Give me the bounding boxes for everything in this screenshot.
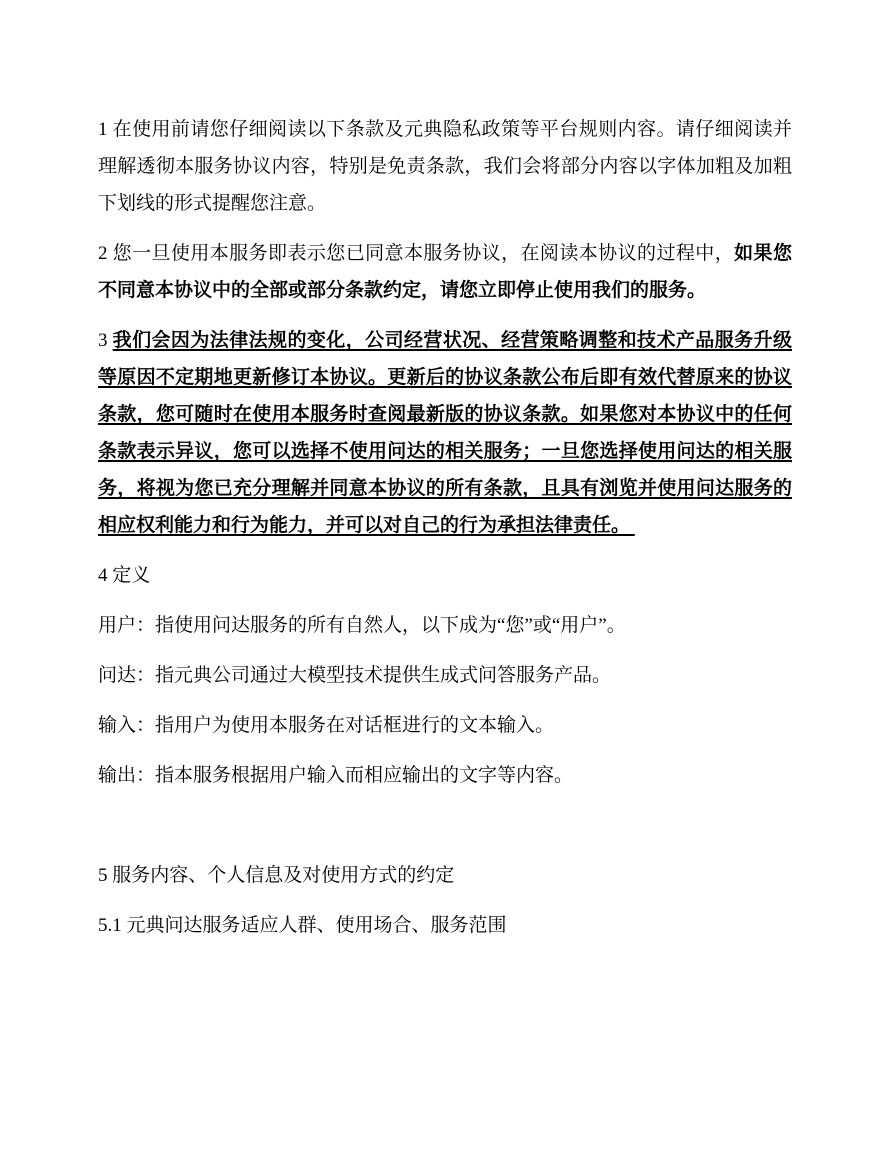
blank-paragraph [98,807,792,844]
paragraph-1-text: 1 在使用前请您仔细阅读以下条款及元典隐私政策等平台规则内容。请仔细阅读并理解透彻本服务协议内容，特别是免责条款，我们会将部分内容以字体加粗及加粗下划线的形式提醒您注意。 [98,119,792,214]
definition-input-text: 输入：指用户为使用本服务在对话框进行的文本输入。 [98,715,555,736]
paragraph-2-acceptance [98,235,792,309]
heading-definitions-text: 4 定义 [98,565,151,586]
definition-user-text: 用户：指使用问达服务的所有自然人，以下成为“您”或“用户”。 [98,615,626,636]
paragraph-3-number: 3 [98,330,113,351]
heading-definitions [98,557,792,594]
definition-output-text: 输出：指本服务根据用户输入而相应输出的文字等内容。 [98,765,574,786]
definition-user [98,607,792,644]
definition-output [98,757,792,794]
heading-section-5-1 [98,907,792,944]
definition-input [98,707,792,744]
document-content [98,111,792,957]
paragraph-1-read-terms [98,111,792,222]
paragraph-3-bold-underline-text: 我们会因为法律法规的变化，公司经营状况、经营策略调整和技术产品服务升级等原因不定期地更新修订本协议。更新后的协议条款公布后即有效代替原来的协议条款，您可随时在使用本服务时查阅最新版的协议条款。如果您对本协议中的任何条款表示异议，您可以选择不使用问达的相关服务；一旦您选择使用问达的相关服务，将视为您已充分理解并同意本协议的所有条款，且具有浏览并使用问达服务的相应权利能力和行为能力，并可以对自己的行为承担法律责任。 [98,330,792,536]
heading-section-5-1-text: 5.1 元典问达服务适应人群、使用场合、服务范围 [98,915,507,936]
heading-section-5-text: 5 服务内容、个人信息及对使用方式的约定 [98,865,455,886]
heading-section-5 [98,857,792,894]
paragraph-2-normal-text: 2 您一旦使用本服务即表示您已同意本服务协议，在阅读本协议的过程中， [98,243,735,264]
paragraph-3-updates [98,322,792,544]
paragraph-2-bold-text: 如果您不同意本协议中的全部或部分条款约定，请您立即停止使用我们的服务。 [98,243,792,301]
definition-wenda [98,657,792,694]
definition-wenda-text: 问达：指元典公司通过大模型技术提供生成式问答服务产品。 [98,665,612,686]
